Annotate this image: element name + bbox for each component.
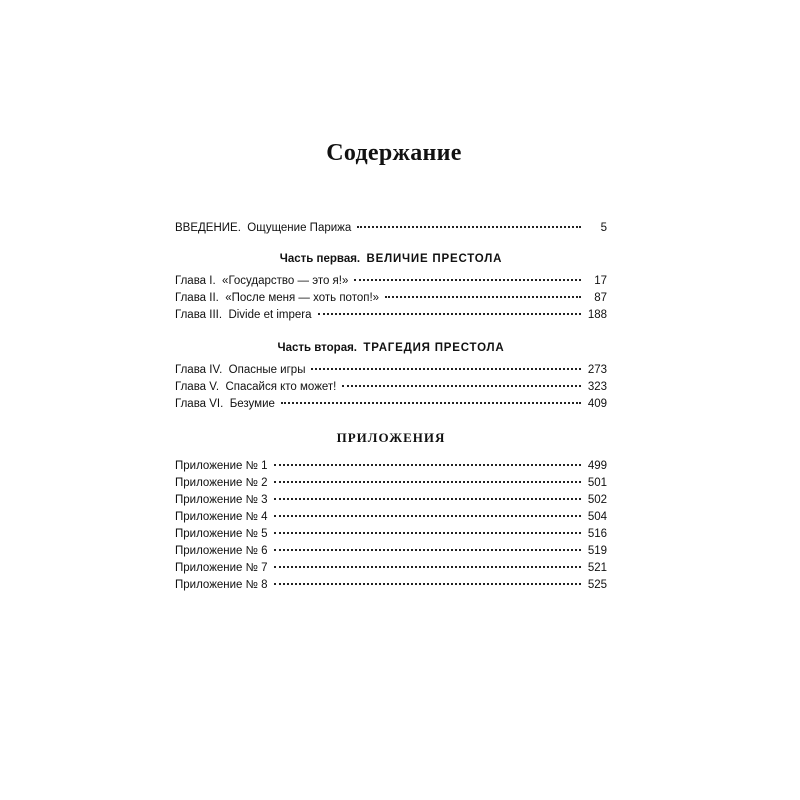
chapter-title: Divide et impera <box>228 309 312 321</box>
chapter-label: Глава II. <box>175 292 219 304</box>
entry-label <box>175 362 311 379</box>
page-number: 516 <box>587 528 607 540</box>
toc-entry-appendix-2[interactable] <box>175 475 607 492</box>
toc-entry-chapter-6[interactable] <box>175 396 607 413</box>
dot-leader <box>318 313 581 315</box>
chapter-label: Глава IV. <box>175 364 223 376</box>
part-one-header <box>175 251 607 268</box>
chapter-title: «После меня — хоть потоп!» <box>225 292 380 304</box>
entry-label <box>175 290 385 307</box>
entry-label <box>175 379 342 396</box>
appendix-label: Приложение № 7 <box>175 562 268 574</box>
toc-entry-appendix-8[interactable] <box>175 577 607 594</box>
dot-leader <box>342 385 581 387</box>
dot-leader <box>311 368 581 370</box>
chapter-title: Спасайся кто может! <box>225 381 337 393</box>
page-number: 273 <box>587 364 607 376</box>
dot-leader <box>274 566 581 568</box>
dot-leader <box>274 532 581 534</box>
page-number: 188 <box>587 309 607 321</box>
toc-entry-appendix-5[interactable] <box>175 526 607 543</box>
page-number: 525 <box>587 579 607 591</box>
toc-entry-appendix-6[interactable] <box>175 543 607 560</box>
toc-entry-appendix-4[interactable] <box>175 509 607 526</box>
intro-label: ВВЕДЕНИЕ. <box>175 222 241 234</box>
page-number: 504 <box>587 511 607 523</box>
toc-entry-appendix-1[interactable] <box>175 458 607 475</box>
dot-leader <box>274 481 581 483</box>
page-number: 501 <box>587 477 607 489</box>
appendix-label: Приложение № 6 <box>175 545 268 557</box>
appendix-label: Приложение № 4 <box>175 511 268 523</box>
part-two-title: ТРАГЕДИЯ ПРЕСТОЛА <box>363 342 505 354</box>
part-two-header <box>175 340 607 357</box>
chapter-label: Глава I. <box>175 275 216 287</box>
page-number: 499 <box>587 460 607 472</box>
part-one-section <box>175 251 607 324</box>
toc-entry-appendix-3[interactable] <box>175 492 607 509</box>
appendices-header: ПРИЛОЖЕНИЯ <box>336 430 446 445</box>
page-number: 323 <box>587 381 607 393</box>
page-title: Содержание <box>326 140 462 166</box>
appendix-label: Приложение № 2 <box>175 477 268 489</box>
table-of-contents <box>175 220 607 594</box>
appendix-label: Приложение № 3 <box>175 494 268 506</box>
toc-entry-chapter-2[interactable] <box>175 290 607 307</box>
page-number: 5 <box>600 222 607 234</box>
page-number: 17 <box>594 275 607 287</box>
entry-label <box>175 307 318 324</box>
appendix-label: Приложение № 5 <box>175 528 268 540</box>
part-one-label: Часть первая. <box>279 253 361 265</box>
dot-leader <box>357 226 581 228</box>
appendix-label: Приложение № 8 <box>175 579 268 591</box>
chapter-label: Глава III. <box>175 309 223 321</box>
chapter-title: Опасные игры <box>228 364 306 376</box>
part-two-label: Часть вторая. <box>277 342 358 354</box>
entry-label <box>175 396 281 413</box>
page-number: 502 <box>587 494 607 506</box>
page-number: 87 <box>594 292 607 304</box>
toc-entry-chapter-4[interactable] <box>175 362 607 379</box>
chapter-title: «Государство — это я!» <box>222 275 349 287</box>
toc-entry-chapter-5[interactable] <box>175 379 607 396</box>
entry-label <box>175 220 357 237</box>
chapter-label: Глава V. <box>175 381 220 393</box>
entry-label <box>175 273 354 290</box>
toc-entry-chapter-3[interactable] <box>175 307 607 324</box>
dot-leader <box>354 279 581 281</box>
toc-entry-introduction[interactable] <box>175 220 607 237</box>
toc-entry-chapter-1[interactable] <box>175 273 607 290</box>
dot-leader <box>274 498 581 500</box>
dot-leader <box>274 515 581 517</box>
intro-title: Ощущение Парижа <box>247 222 352 234</box>
dot-leader <box>274 549 581 551</box>
part-one-title: ВЕЛИЧИЕ ПРЕСТОЛА <box>366 253 503 265</box>
appendix-label: Приложение № 1 <box>175 460 268 472</box>
toc-entry-appendix-7[interactable] <box>175 560 607 577</box>
dot-leader <box>274 583 581 585</box>
page-number: 521 <box>587 562 607 574</box>
page-number: 409 <box>587 398 607 410</box>
page-number: 519 <box>587 545 607 557</box>
dot-leader <box>274 464 581 466</box>
chapter-title: Безумие <box>229 398 275 410</box>
dot-leader <box>281 402 581 404</box>
dot-leader <box>385 296 581 298</box>
chapter-label: Глава VI. <box>175 398 224 410</box>
part-two-section <box>175 340 607 413</box>
